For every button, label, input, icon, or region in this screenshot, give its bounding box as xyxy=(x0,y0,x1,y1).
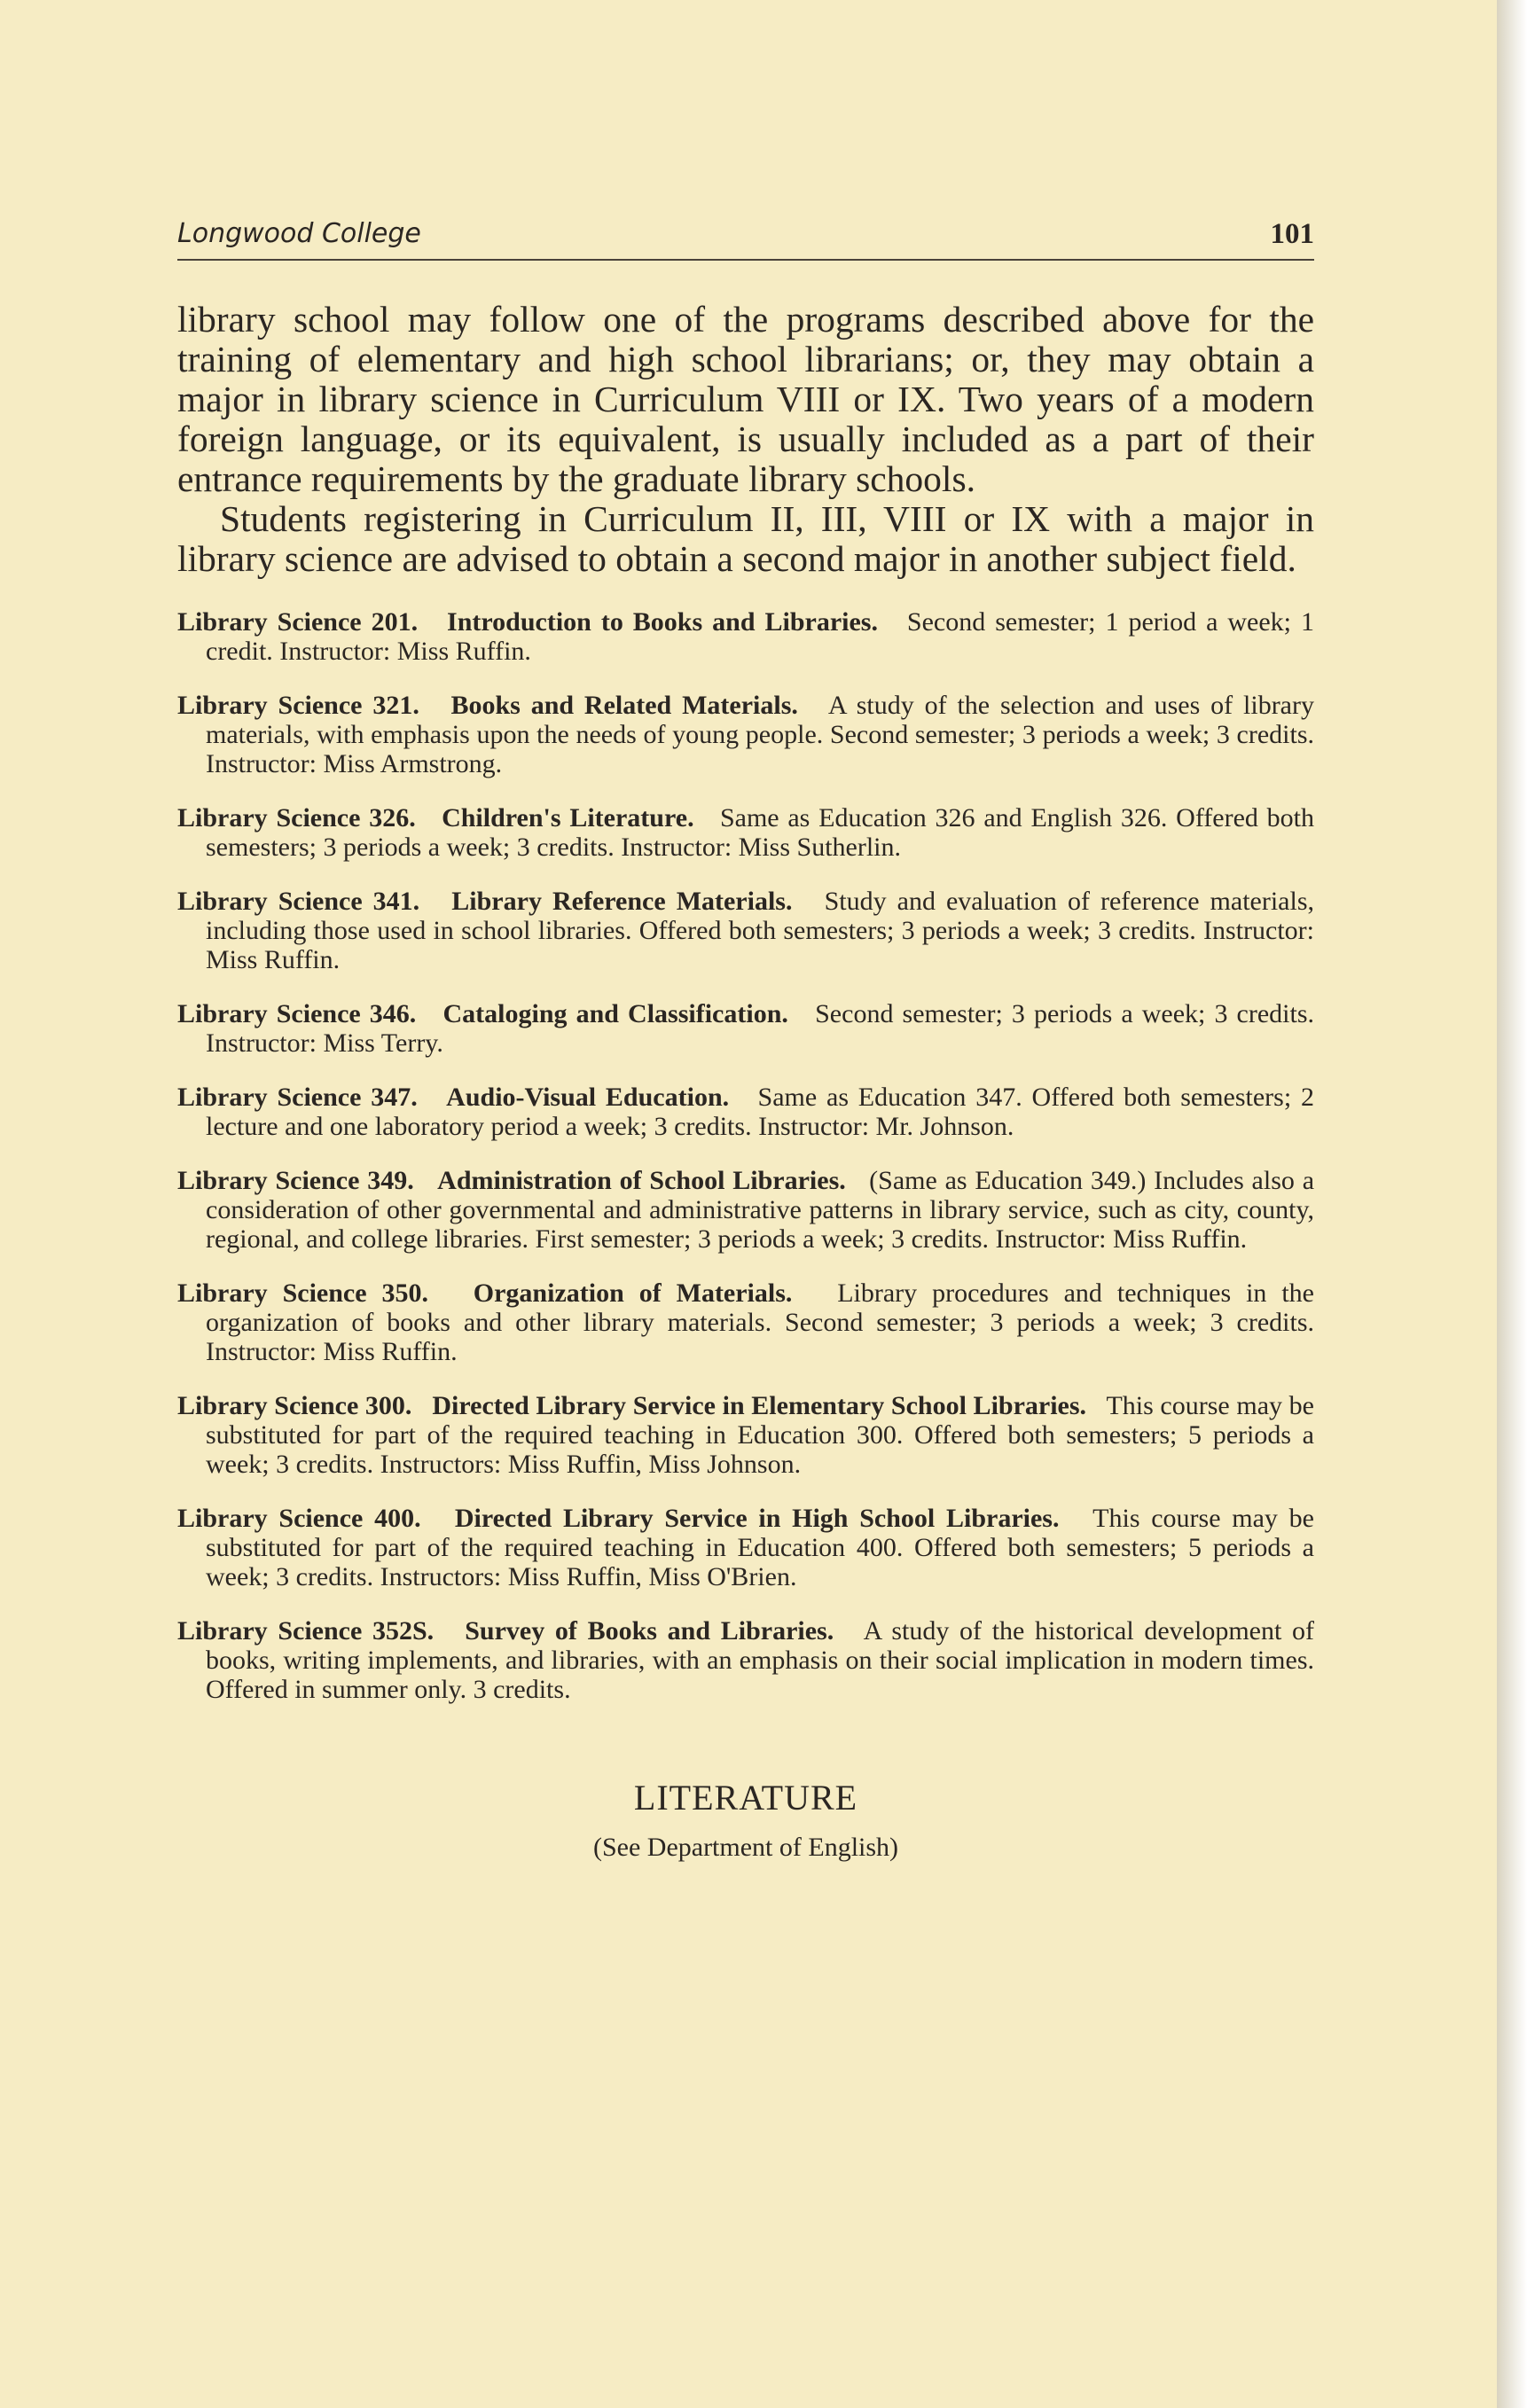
intro-paragraph: Students registering in Curriculum II, III, VIII or IX with a major in library science are advised to obtain a second major in another subject field. xyxy=(177,498,1314,579)
intro-text xyxy=(177,300,1314,579)
course-description: (Same as Education 349.) Includes also a consideration of other governmental and administrative patterns in library service, such as city, county, regional, and college libraries. First semester; 3 periods a week; 3 credits. Instructor: Miss Ruffin. xyxy=(206,1166,1315,1254)
course-title: Children's Literature. xyxy=(442,803,694,833)
page-number: 101 xyxy=(1270,218,1314,250)
college-name: Longwood College xyxy=(177,218,421,249)
course-title: Directed Library Service in High School Libraries. xyxy=(454,1504,1060,1533)
course-entry xyxy=(177,1391,1314,1479)
page-edge xyxy=(1497,0,1527,2408)
course-number: Library Science 400. xyxy=(177,1504,421,1533)
intro-paragraph: library school may follow one of the programs described above for the training of elementary and high school librarians; or, they may obtain a major in library science in Curriculum VIII or IX. Two years of a modern foreign language, or its equivalent, is usually included as a part of their entrance requirements by the graduate library schools. xyxy=(177,299,1314,499)
course-title: Library Reference Materials. xyxy=(451,887,793,916)
course-title: Organization of Materials. xyxy=(473,1278,793,1308)
course-title: Books and Related Materials. xyxy=(450,691,798,720)
course-title: Introduction to Books and Libraries. xyxy=(447,607,878,637)
course-number: Library Science 347. xyxy=(177,1083,418,1112)
course-description: Study and evaluation of reference materials, including those used in school libraries. Offered both semesters; 3 periods a week; 3 credits. Instructor: Miss Ruffin. xyxy=(206,887,1314,974)
course-description: Same as Education 326 and English 326. Offered both semesters; 3 periods a week; 3 credits. Instructor: Miss Sutherlin. xyxy=(206,803,1315,862)
section-heading: LITERATURE xyxy=(633,1778,858,1818)
course-number: Library Science 341. xyxy=(177,887,420,916)
course-number: Library Science 300. xyxy=(177,1391,412,1420)
course-entry xyxy=(177,607,1314,666)
course-title: Directed Library Service in Elementary School Libraries. xyxy=(432,1391,1087,1420)
course-number: Library Science 201. xyxy=(177,607,419,637)
course-description: Library procedures and techniques in the organization of books and other library materials. Second semester; 3 periods a week; 3 credits. Instructor: Miss Ruffin. xyxy=(206,1278,1314,1366)
course-description: This course may be substituted for part of the required teaching in Education 300. Offered both semesters; 5 periods a week; 3 credits. Instructors: Miss Ruffin, Miss Johnson. xyxy=(206,1391,1314,1479)
course-title: Administration of School Libraries. xyxy=(437,1166,846,1195)
course-number: Library Science 321. xyxy=(177,691,419,720)
page-content xyxy=(177,216,1314,1863)
course-entry xyxy=(177,1278,1314,1366)
course-entry xyxy=(177,1616,1314,1704)
course-description: A study of the selection and uses of library materials, with emphasis upon the needs of young people. Second semester; 3 periods a week; 3 credits. Instructor: Miss Armstrong. xyxy=(206,691,1314,778)
course-entry xyxy=(177,999,1314,1058)
course-entry xyxy=(177,1504,1314,1591)
course-entry xyxy=(177,803,1314,862)
course-number: Library Science 352S. xyxy=(177,1616,435,1646)
course-number: Library Science 349. xyxy=(177,1166,414,1195)
course-description: Second semester; 1 period a week; 1 credit. Instructor: Miss Ruffin. xyxy=(206,607,1314,666)
course-title: Survey of Books and Libraries. xyxy=(465,1616,834,1646)
running-header xyxy=(177,216,1314,261)
course-title: Cataloging and Classification. xyxy=(442,999,788,1028)
course-description: Same as Education 347. Offered both semesters; 2 lecture and one laboratory period a week; 3 credits. Instructor: Mr. Johnson. xyxy=(206,1083,1314,1141)
course-description: A study of the historical development of books, writing implements, and libraries, with an emphasis on their social implication in modern times. Offered in summer only. 3 credits. xyxy=(206,1616,1314,1704)
course-entry xyxy=(177,1166,1314,1254)
course-number: Library Science 350. xyxy=(177,1278,428,1308)
course-entry xyxy=(177,887,1314,974)
course-description: Second semester; 3 periods a week; 3 credits. Instructor: Miss Terry. xyxy=(206,999,1314,1058)
course-description: This course may be substituted for part of the required teaching in Education 400. Offered both semesters; 5 periods a week; 3 credits. Instructors: Miss Ruffin, Miss O'Brien. xyxy=(206,1504,1314,1591)
course-number: Library Science 326. xyxy=(177,803,416,833)
course-entry xyxy=(177,1083,1314,1141)
course-entry xyxy=(177,691,1314,778)
course-number: Library Science 346. xyxy=(177,999,417,1028)
section-cross-reference: (See Department of English) xyxy=(592,1833,899,1862)
course-title: Audio-Visual Education. xyxy=(446,1083,730,1112)
